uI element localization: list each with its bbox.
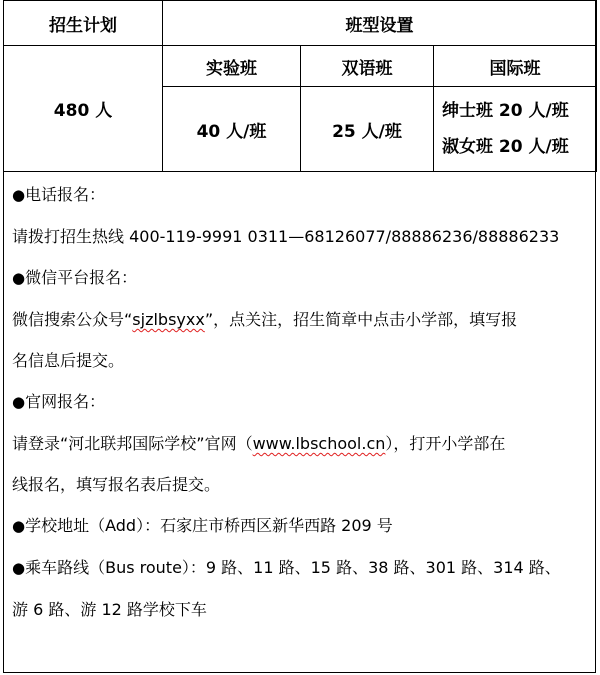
international-class-header: 国际班 — [434, 46, 597, 87]
enroll-total-cell: 480 人 — [4, 46, 163, 172]
wechat-account: sjzlbsyxx — [132, 310, 205, 329]
wechat-text-line-2: 名信息后提交。 — [12, 351, 125, 370]
wechat-text-part: ”，点关注，招生简章中点击小学部，填写报 — [204, 310, 518, 329]
web-text-part: ），打开小学部在 — [385, 434, 506, 453]
address-line — [12, 505, 592, 547]
bullet-icon: ● — [12, 559, 26, 577]
experiment-class-header: 实验班 — [163, 46, 301, 87]
web-text-part: 请登录“河北联邦国际学校”官网（ — [12, 434, 253, 453]
wechat-text-line-1 — [12, 299, 592, 340]
wechat-title: 微信平台报名： — [25, 268, 138, 287]
table-row — [4, 46, 597, 87]
bus-line-1 — [12, 547, 592, 589]
web-title-line — [12, 381, 592, 423]
experiment-class-size: 40 人/班 — [163, 87, 301, 172]
bilingual-class-size: 25 人/班 — [301, 87, 434, 172]
phone-text: 请拨打招生热线 400-119-9991 0311—68126077/88886236/88886233 — [12, 227, 560, 246]
bus-line-2: 游 6 路、游 12 路学校下车 — [12, 600, 207, 619]
wechat-text-part: 微信搜索公众号“ — [12, 310, 133, 329]
address-text: 学校地址（Add）：石家庄市桥西区新华西路 209 号 — [25, 516, 393, 535]
table-row — [4, 1, 597, 46]
web-title: 官网报名： — [25, 392, 106, 411]
wechat-title-line — [12, 257, 592, 299]
enrollment-table — [3, 0, 597, 172]
enroll-plan-header: 招生计划 — [4, 1, 163, 46]
bullet-icon: ● — [12, 186, 26, 204]
web-url-link[interactable]: www.lbschool.cn — [252, 434, 386, 453]
lady-class-size: 淑女班 20 人/班 — [442, 137, 569, 157]
web-text-line-1 — [12, 423, 592, 464]
bullet-icon: ● — [12, 269, 26, 287]
registration-info — [12, 174, 592, 630]
bilingual-class-header: 双语班 — [301, 46, 434, 87]
phone-title-line — [12, 174, 592, 216]
phone-title: 电话报名： — [25, 185, 106, 204]
bus-text: 乘车路线（Bus route）：9 路、11 路、15 路、38 路、301 路、314 路、 — [25, 558, 561, 577]
gentleman-class-size: 绅士班 20 人/班 — [442, 101, 569, 121]
bullet-icon: ● — [12, 517, 26, 535]
class-setup-header: 班型设置 — [163, 1, 597, 46]
web-text-line-2: 线报名，填写报名表后提交。 — [12, 475, 221, 494]
international-class-sizes — [434, 87, 597, 172]
bullet-icon: ● — [12, 393, 26, 411]
